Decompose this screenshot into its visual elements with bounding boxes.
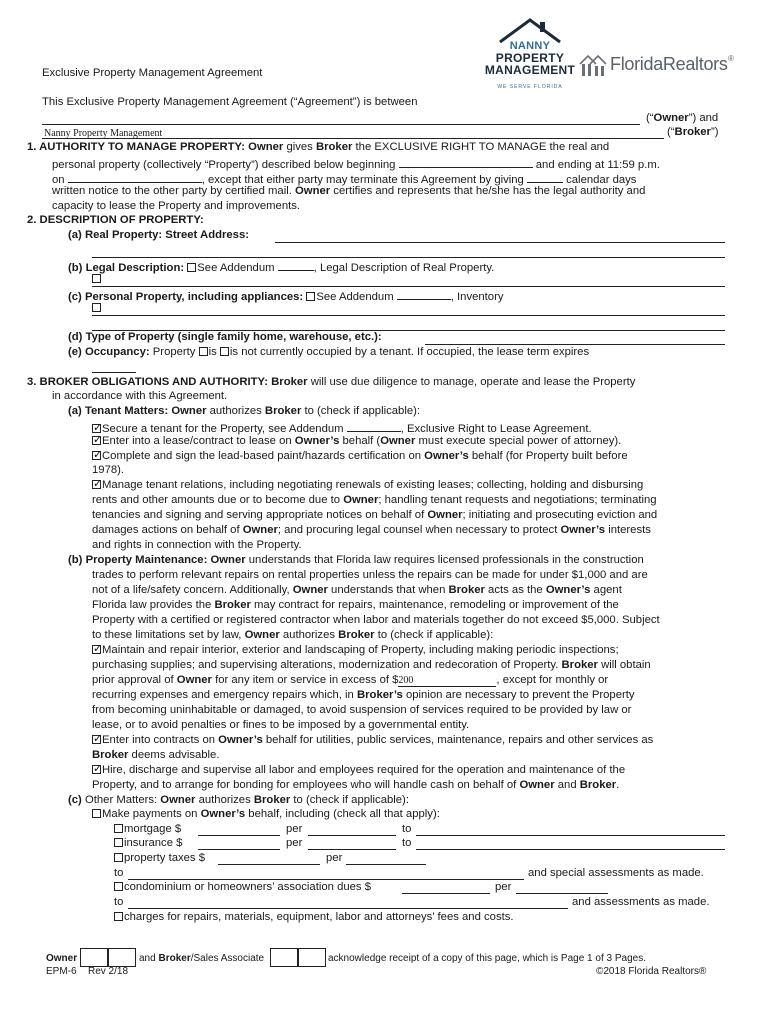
taxes-amount-field[interactable] [218,864,320,865]
taxes-payee-field[interactable] [128,879,524,880]
legal-addendum-checkbox[interactable] [187,263,196,272]
nanny-logo [478,14,582,96]
logo-line-2: PROPERTY [495,51,565,65]
logo-line-3: MANAGEMENT [484,63,576,77]
begin-date-field[interactable] [399,156,533,168]
tenant-relations-row-4: damages actions on behalf of Owner; and procuring legal counsel when necessary to protect Owner’s interests [92,524,651,536]
tenant-relations-row-2: rents and other amounts due or to become due to Owner; handling tenant requests and negotiations; terminating [92,494,657,506]
insurance-per-label: per [286,837,303,849]
mortgage-checkbox[interactable] [114,824,123,833]
maintenance-line-4: Florida law provides the Broker may contract for repairs, maintenance, remodeling or improvement of the [92,599,619,611]
footer-and-broker: and Broker/Sales Associate [139,953,265,964]
condo-amount-field[interactable] [402,893,490,894]
taxes-row: property taxes $ [114,852,205,864]
occupied-is-not-checkbox[interactable] [220,347,229,356]
owner-name-field[interactable] [42,124,640,125]
maintain-repair-row-6: lease, or to avoid penalties or fines to be imposed by a governmental entity. [92,719,470,731]
taxes-checkbox[interactable] [114,853,123,862]
section-1-line-5: capacity to lease the Property and improvements. [52,200,301,212]
mortgage-to-label: to [402,823,412,835]
other-matters-heading: (c) Other Matters: Owner authorizes Broker to (check if applicable): [68,794,409,806]
mortgage-payee-field[interactable] [416,835,725,836]
property-type-field[interactable] [425,344,725,345]
condo-per-field[interactable] [516,893,608,894]
owner-initials-box-1[interactable] [80,948,108,967]
section-1-line-2: personal property (collectively “Property”) described below beginning and ending at 11:59 p.m. [52,156,660,171]
lead-paint-checkbox[interactable] [92,451,101,460]
insurance-to-label: to [402,837,412,849]
insurance-checkbox[interactable] [114,838,123,847]
insurance-amount-field[interactable] [198,849,280,850]
street-address-field-2[interactable] [92,257,725,258]
section-2-heading: 2. DESCRIPTION OF PROPERTY: [27,214,204,226]
florida-realtors-logo [578,52,738,80]
footer-owner-label: Owner [46,953,78,964]
section-3-line-1: 3. BROKER OBLIGATIONS AND AUTHORITY: Broker will use due diligence to manage, operate and lease the Property [27,376,636,388]
condo-row: condominium or homeowners’ association dues $ [114,881,371,893]
lead-paint-row: ✓Complete and sign the lead-based paint/hazards certification on Owner’s behalf (for Property built before [92,450,628,462]
footer-form-number: EPM-6 [46,966,77,977]
secure-tenant-row: ✓Secure a tenant for the Property, see Addendum , Exclusive Right to Lease Agreement. [92,420,592,435]
broker-initials-box-1[interactable] [270,948,298,967]
condo-per-label: per [495,881,512,893]
condo-payee-field[interactable] [128,908,568,909]
notice-days-field[interactable] [527,171,563,183]
mortgage-per-field[interactable] [308,835,396,836]
maintain-repair-checkbox[interactable] [92,645,101,654]
logo-line-1: NANNY [509,40,551,52]
footer-copyright: ©2018 Florida Realtors® [596,966,707,977]
owner-initials-box-2[interactable] [108,948,136,967]
mortgage-per-label: per [286,823,303,835]
approval-limit-value: 200 [398,675,414,686]
lease-addendum-number-field[interactable] [347,420,401,432]
tenant-relations-row-5: and rights in connection with the Property. [92,539,302,551]
tenant-relations-row: ✓Manage tenant relations, including negotiating renewals of existing leases; collecting, holding and disbursing [92,479,643,491]
tenant-matters-heading: (a) Tenant Matters: Owner authorizes Broker to (check if applicable): [68,405,421,417]
maintenance-line-5: Property with a certified or registered contractor when labor and materials together do not exceed $5,000. Subject [92,614,660,626]
section-1-line-3: on , except that either party may terminate this Agreement by giving calendar days [52,171,636,186]
inventory-addendum-checkbox[interactable] [306,292,315,301]
approval-limit-field[interactable] [398,674,496,687]
personal-property-field[interactable] [92,315,725,316]
insurance-payee-field[interactable] [416,849,725,850]
secure-tenant-checkbox[interactable] [92,424,101,433]
legal-description-row: (b) Legal Description: See Addendum , Legal Description of Real Property. [68,259,494,274]
owner-label: (“Owner”) and [646,112,719,124]
personal-property-row: (c) Personal Property, including appliances: See Addendum , Inventory [68,288,504,303]
maintenance-line-2: trades to perform relevant repairs on rental properties unless the repairs can be made for under $1,000 and are [92,569,648,581]
mortgage-amount-field[interactable] [198,835,280,836]
charges-row: charges for repairs, materials, equipment, labor and attorneys’ fees and costs. [114,911,514,923]
taxes-per-field[interactable] [346,864,426,865]
enter-lease-row: ✓Enter into a lease/contract to lease on Owner’s behalf (Owner must execute special power of attorney). [92,435,621,447]
broker-name-value: Nanny Property Management [44,128,163,139]
insurance-row: insurance $ [114,837,182,849]
occupied-is-checkbox[interactable] [199,347,208,356]
personal-property-other-row [92,302,102,314]
brand-trademark: ® [728,54,734,63]
prior-approval-row: prior approval of Owner for any item or service in excess of $200 , except for monthly or [92,674,609,686]
hire-labor-row-2: Property, and to arrange for bonding for employees who will handle cash on behalf of Owner and Broker. [92,779,620,791]
brand-name: FloridaRealtors [610,54,728,74]
assessments-label: and assessments as made. [572,896,710,908]
legal-other-checkbox[interactable] [92,274,101,283]
footer-acknowledge: acknowledge receipt of a copy of this page, which is Page 1 of 3 Pages. [328,953,646,964]
condo-to-label: to [114,896,124,908]
end-date-field[interactable] [68,171,202,183]
tenant-relations-row-3: tenancies and signing and serving appropriate notices on behalf of Owner; initiating and prosecuting eviction and [92,509,658,521]
legal-addendum-number-field[interactable] [278,259,314,271]
maintain-repair-row-4: recurring expenses and emergency repairs which, in Broker’s opinion are necessary to prevent the Property [92,689,635,701]
hire-labor-row: ✓Hire, discharge and supervise all labor and employees required for the operation and maintenance of the [92,764,625,776]
intro-text: This Exclusive Property Management Agreement (“Agreement”) is between [42,96,418,108]
maintain-repair-row: ✓Maintain and repair interior, exterior and landscaping of Property, including making periodic inspections; [92,644,619,656]
taxes-per-label: per [326,852,343,864]
section-1-line-4: written notice to the other party by certified mail. Owner certifies and represents that he/she has the legal authority and [52,185,646,197]
street-address-field[interactable] [275,242,725,243]
mortgage-row: mortgage $ [114,823,181,835]
special-assessments-label: and special assessments as made. [528,867,704,879]
section-1-line-1: 1. AUTHORITY TO MANAGE PROPERTY: Owner gives Broker the EXCLUSIVE RIGHT TO MANAGE the real and [27,141,610,153]
section-3-line-2: in accordance with this Agreement. [52,390,228,402]
maintenance-line-6: to these limitations set by law, Owner authorizes Broker to (check if applicable): [92,629,494,641]
street-address-label: (a) Real Property: Street Address: [68,229,250,241]
legal-description-field[interactable] [92,286,725,287]
hire-labor-checkbox[interactable] [92,765,101,774]
broker-initials-box-2[interactable] [298,948,326,967]
broker-name-field[interactable] [42,138,664,139]
tenant-relations-checkbox[interactable] [92,480,101,489]
lease-expires-field[interactable] [92,372,136,373]
enter-lease-checkbox[interactable] [92,436,101,445]
contracts-row: ✓Enter into contracts on Owner’s behalf for utilities, public services, maintenance, repairs and other services as [92,734,653,746]
condo-checkbox[interactable] [114,882,123,891]
realtors-emblem-icon [578,52,608,78]
maintain-repair-row-5: from becoming uninhabitable or damaged, to avoid suspension of services required to be provided by law or [92,704,632,716]
occupancy-row: (e) Occupancy: Property is is not currently occupied by a tenant. If occupied, the lease term expires [68,346,590,358]
maintain-repair-row-2: purchasing supplies; and supervising alterations, modernization and redecoration of Property. Broker will obtain [92,659,651,671]
lead-paint-row-2: 1978). [92,464,125,476]
legal-description-other-row [92,273,102,285]
document-title: Exclusive Property Management Agreement [42,67,263,79]
maintenance-line-3: not of a life/safety concern. Additionally, Owner understands that when Broker acts as the Owner’s agent [92,584,622,596]
inventory-addendum-number-field[interactable] [397,288,451,300]
broker-label: (“Broker”) [667,126,719,138]
footer-revision: Rev 2/18 [88,966,129,977]
logo-tagline: WE SERVE FLORIDA [497,84,563,90]
make-payments-checkbox[interactable] [92,809,101,818]
maintenance-heading: (b) Property Maintenance: Owner understands that Florida law requires licensed professionals in the construction [68,554,644,566]
personal-other-checkbox[interactable] [92,303,101,312]
charges-checkbox[interactable] [114,912,123,921]
taxes-to-label: to [114,867,124,879]
contracts-row-2: Broker deems advisable. [92,749,220,761]
insurance-per-field[interactable] [308,849,396,850]
property-type-label: (d) Type of Property (single family home, warehouse, etc.): [68,331,382,343]
contracts-checkbox[interactable] [92,735,101,744]
make-payments-row: Make payments on Owner’s behalf, including (check all that apply): [92,808,440,820]
